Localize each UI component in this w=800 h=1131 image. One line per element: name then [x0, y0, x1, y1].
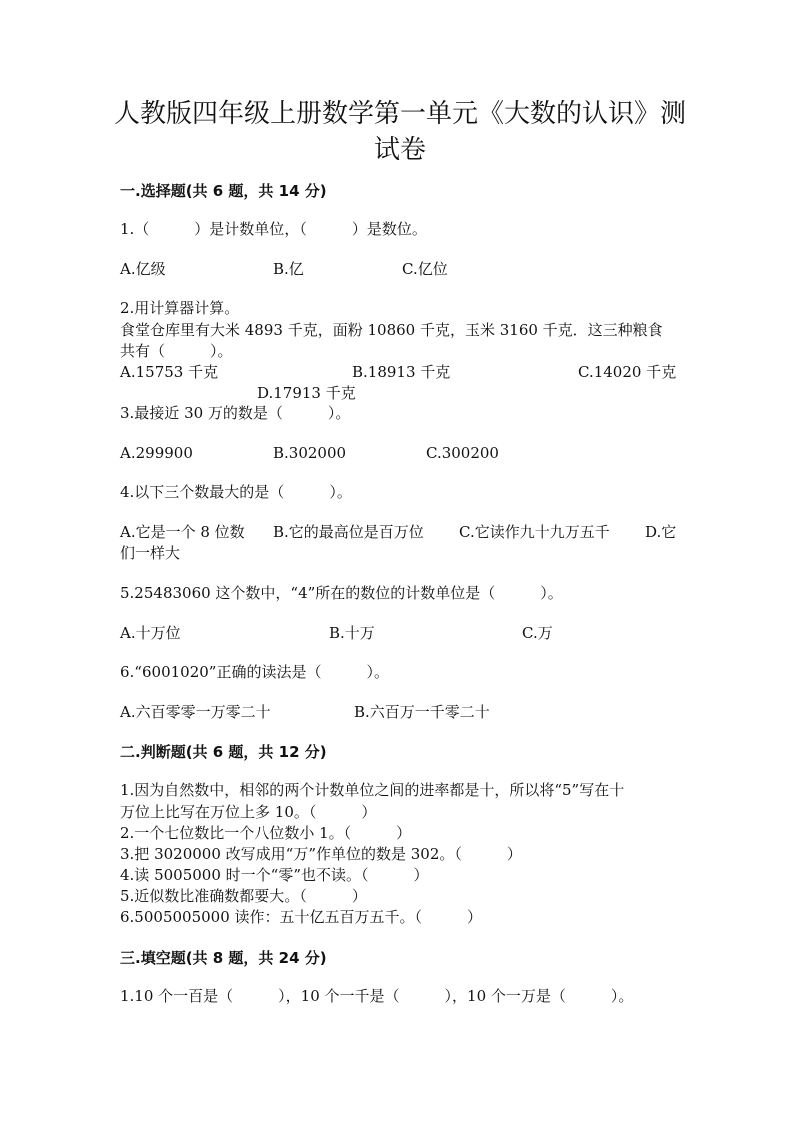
- choice-q3-option-a: A.299900: [120, 444, 193, 462]
- choice-q1-stem: 1.（ ）是计数单位，（ ）是数位。: [120, 220, 427, 238]
- choice-q4-option-c: C.它读作九十九万五千: [459, 523, 610, 541]
- title-line-2: 试卷: [373, 135, 426, 165]
- choice-q6-option-b: B.六百万一千零二十: [354, 703, 490, 721]
- choice-q4-option-b: B.它的最高位是百万位: [273, 523, 424, 541]
- judge-q4: 4.读 5005000 时一个“零”也不读。（ ）: [120, 866, 429, 884]
- choice-q1-option-c: C.亿位: [402, 260, 448, 278]
- section-heading-choice: 一.选择题(共 6 题，共 14 分): [120, 182, 327, 200]
- choice-q1-option-a: A.亿级: [120, 260, 166, 278]
- choice-q3-option-b: B.302000: [273, 444, 347, 462]
- fill-q1: 1.10 个一百是（ ），10 个一千是（ ），10 个一万是（ ）。: [120, 987, 634, 1005]
- judge-q1-line-2: 万位上比写在万位上多 10。（ ）: [120, 803, 377, 821]
- page-title: [110, 96, 690, 168]
- section-heading-judge: 二.判断题(共 6 题，共 12 分): [120, 743, 327, 761]
- choice-q4-option-d-cont: 们一样大: [120, 544, 181, 562]
- choice-q5-option-c: C.万: [522, 624, 553, 642]
- choice-q2-stem-2: 食堂仓库里有大米 4893 千克，面粉 10860 千克，玉米 3160 千克．这三种粮食: [120, 321, 663, 339]
- choice-q2-option-d: D.17913 千克: [257, 384, 356, 402]
- choice-q2-stem-1: 2.用计算器计算。: [120, 299, 240, 317]
- judge-q6: 6.5005005000 读作：五十亿五百万五千。（ ）: [120, 908, 483, 926]
- choice-q2-option-c: C.14020 千克: [578, 363, 677, 381]
- choice-q1-option-b: B.亿: [273, 260, 304, 278]
- judge-q3: 3.把 3020000 改写成用“万”作单位的数是 302。（ ）: [120, 845, 522, 863]
- choice-q5-stem: 5.25483060 这个数中，“4”所在的数位的计数单位是（ ）。: [120, 584, 563, 602]
- choice-q4-option-d: D.它: [645, 523, 677, 541]
- choice-q6-stem: 6.“6001020”正确的读法是（ ）。: [120, 663, 389, 681]
- choice-q3-stem: 3.最接近 30 万的数是（ ）。: [120, 404, 351, 422]
- choice-q4-option-a: A.它是一个 8 位数: [120, 523, 245, 541]
- section-heading-fill: 三.填空题(共 8 题，共 24 分): [120, 949, 327, 967]
- title-line-1: 人教版四年级上册数学第一单元《大数的认识》测: [113, 99, 686, 129]
- choice-q2-stem-3: 共有（ ）。: [120, 342, 233, 360]
- choice-q3-option-c: C.300200: [426, 444, 499, 462]
- choice-q2-option-b: B.18913 千克: [352, 363, 451, 381]
- judge-q5: 5.近似数比准确数都要大。（ ）: [120, 887, 367, 905]
- choice-q2-option-a: A.15753 千克: [120, 363, 219, 381]
- choice-q4-stem: 4.以下三个数最大的是（ ）。: [120, 483, 352, 501]
- judge-q2: 2.一个七位数比一个八位数小 1。（ ）: [120, 824, 412, 842]
- choice-q5-option-b: B.十万: [329, 624, 375, 642]
- choice-q5-option-a: A.十万位: [120, 624, 181, 642]
- choice-q6-option-a: A.六百零零一万零二十: [120, 703, 271, 721]
- judge-q1-line-1: 1.因为自然数中，相邻的两个计数单位之间的进率都是十，所以将“5”写在十: [120, 781, 625, 799]
